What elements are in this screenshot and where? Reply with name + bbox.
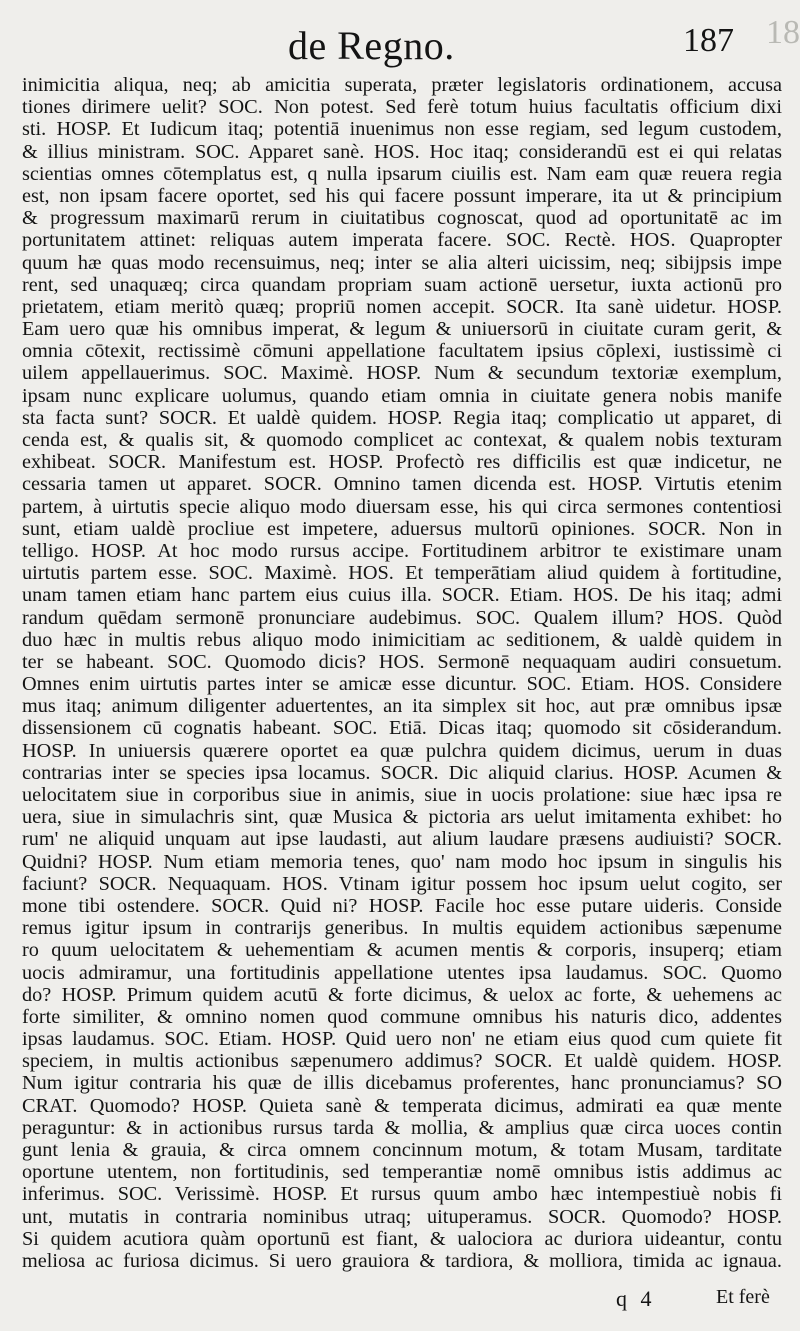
signature-mark: q 4 [616, 1286, 656, 1311]
page-header [0, 14, 800, 70]
text-line: unam tamen etiam hanc partem eius cuius illa. SOCR. Etiam. HOS. De his itaq; admi [22, 584, 782, 607]
page-footer [0, 1286, 800, 1316]
body-text [22, 74, 782, 1272]
text-line: faciunt? SOCR. Nequaquam. HOS. Vtinam igitur possem hoc ipsum uelut cogito, ser [22, 872, 782, 895]
text-line: inimicitia aliqua, neq; ab amicitia superata, præter legislatoris ordinationem, accusa [22, 74, 782, 96]
text-line: mone tibi ostendere. SOCR. Quid ni? HOSP. Facile hoc esse putare uideris. Conside [22, 894, 782, 917]
text-line: inferimus. SOC. Verissimè. HOSP. Et rursus quum ambo hæc intempestiuè nobis fi [22, 1183, 782, 1206]
text-line: rum' ne aliquid unquam aut ipse laudasti, aut alium laudare præsens audiuisti? SOCR. [22, 828, 782, 851]
text-line: est, non ipsam facere oportet, sed his qui facere possunt imperare, ita ut & principium [22, 184, 782, 207]
text-line: Eam uero quæ his omnibus imperat, & legum & uniuersorū in ciuitate curam gerit, & [22, 318, 782, 341]
text-line: cessaria tamen ut apparet. SOCR. Omnino tamen dicenda est. HOSP. Virtutis etenim [22, 473, 782, 496]
text-line: unt, mutatis in contraria nominibus utraq; uituperamus. SOCR. Quomodo? HOSP. [22, 1205, 782, 1228]
text-line: dissensionem cū cognatis habeant. SOC. Etiā. Dicas itaq; quomodo sit cōsiderandum. [22, 717, 782, 740]
text-line: uirtutis partem esse. SOC. Maximè. HOS. Et temperātiam aliud quidem à fortitudine, [22, 562, 782, 585]
text-line: uera, siue in simulachris sint, quæ Musica & pictoria ars uelut imitamenta exhibet: ho [22, 806, 782, 829]
text-line: sunt, etiam ualdè procliue est impetere, aduersus multorū opiniones. SOCR. Non in [22, 517, 782, 540]
text-line: sti. HOSP. Et Iudicum itaq; potentiā inuenimus non esse regiam, sed legum custodem, [22, 118, 782, 141]
catchword: Et ferè [716, 1286, 770, 1308]
text-line: ter se habeant. SOC. Quomodo dicis? HOS. Sermonē nequaquam audiri consuetum. [22, 650, 782, 673]
text-line: sta facta sunt? SOCR. Et ualdè quidem. HOSP. Regia itaq; complicatio ut apparet, di [22, 406, 782, 429]
text-line: speciem, in multis actionibus sæpenumero addimus? SOCR. Et ualdè quidem. HOSP. [22, 1050, 782, 1073]
text-line: cenda est, & qualis sit, & quomodo complicet ac contexat, & qualem nobis texturam [22, 429, 782, 451]
text-line: scientias omnes cōtemplatus est, q nulla ipsarum ciuilis est. Nam eam quæ reuera regia [22, 162, 782, 185]
text-line: uocis admiramur, una fortitudinis appellatione utentes ipsa laudamus. SOC. Quomo [22, 961, 782, 984]
text-line: uilem appellauerimus. SOC. Maximè. HOSP. Num & secundum textoriæ exemplum, [22, 362, 782, 385]
text-line: ipsam nunc explicare uolumus, quando etiam omnia in ciuitate genera nobis manife [22, 384, 782, 407]
text-line: ro quum uelocitatem & uehementiam & acumen mentis & corporis, insuperq; etiam [22, 939, 782, 962]
text-line: omnia cōtexit, rectissimè cōmuni appellatione facultatem ipsius cōplexi, iustissimè ci [22, 340, 782, 363]
text-line: prietatem, etiam meritò quæq; propriū nomen accepit. SOCR. Ita sanè uidetur. HOSP. [22, 295, 782, 318]
bleed-through-text: 18 [766, 14, 800, 51]
text-line: contrarias inter se species ipsa locamus. SOCR. Dic aliquid clarius. HOSP. Acumen & [22, 761, 782, 784]
text-line: do? HOSP. Primum quidem acutū & forte dicimus, & uelox ac forte, & uehemens ac [22, 983, 782, 1006]
text-line: telligo. HOSP. At hoc modo rursus accipe. Fortitudinem arbitror te existimare unam [22, 539, 782, 562]
text-line: gunt lenia & grauia, & circa omnem concinnum motum, & totam Musam, tarditate [22, 1139, 782, 1161]
text-line: Quidni? HOSP. Num etiam memoria tenes, quo' nam modo hoc ipsum in singulis his [22, 850, 782, 873]
text-line: portunitatem attinet: reliquas autem imperata facere. SOC. Rectè. HOS. Quapropter [22, 229, 782, 252]
text-line: peraguntur: & in actionibus rursus tarda & mollia, & amplius quæ circa uoces contin [22, 1116, 782, 1139]
text-line: quum hæ quas modo recensuimus, neq; inter se alia alteri uicissim, neq; sibijpsis impe [22, 251, 782, 274]
text-line: & illius ministram. SOC. Apparet sanè. HOS. Hoc itaq; considerandū est ei qui relatas [22, 140, 782, 163]
text-line: meliosa ac furiosa dicimus. Si uero grauiora & tardiora, & molliora, timida ac ignaua. [22, 1249, 782, 1272]
text-line: Num igitur contraria his quæ de illis dicebamus proferentes, hanc pronunciamus? SO [22, 1072, 782, 1095]
text-line: HOSP. In uniuersis quærere oportet ea quæ pulchra quidem dicimus, uerum in duas [22, 739, 782, 762]
text-line: exhibeat. SOCR. Manifestum est. HOSP. Profectò res difficilis est quæ indicetur, ne [22, 451, 782, 474]
text-line: uelocitatem siue in corporibus siue in animis, siue in uocis prolatione: siue hæc ipsa re [22, 784, 782, 806]
running-head: de Regno. [288, 23, 455, 68]
text-line: partem, à uirtutis specie aliquo modo diuersam esse, his qui circa sermones contentiosi [22, 495, 782, 518]
text-line: CRAT. Quomodo? HOSP. Quieta sanè & temperata dicimus, admirati ea quæ mente [22, 1094, 782, 1117]
text-line: & progressum maximarū rerum in ciuitatibus cognoscat, quod ad oportunitatē ac im [22, 207, 782, 230]
text-line: oportune utentem, non fortitudinis, sed temperantiæ nomē omnibus istis addimus ac [22, 1161, 782, 1184]
text-line: tiones dirimere uelit? SOC. Non potest. Sed ferè totum huius facultatis officium dixi [22, 96, 782, 119]
text-line: ipsas laudamus. SOC. Etiam. HOSP. Quid uero non' ne etiam eius quod cum quiete fit [22, 1028, 782, 1051]
text-line: duo hæc in multis rebus aliquo modo inimicitiam ac seditionem, & ualdè quidem in [22, 628, 782, 651]
text-line: Si quidem acutiora quàm oportunū est fiant, & ualociora ac duriora uideantur, contu [22, 1227, 782, 1250]
page-number: 187 [683, 22, 734, 59]
text-line: mus itaq; animum diligenter aduertentes, an ita simplex sit hoc, aut præ omnibus ipsæ [22, 695, 782, 718]
text-line: randum quēdam sermonē pronunciare audebimus. SOC. Qualem illum? HOS. Quòd [22, 606, 782, 629]
text-line: forte similiter, & omnino nomen quod commune omnibus his naturis dico, addentes [22, 1005, 782, 1028]
text-line: remus igitur ipsum in contrarijs generibus. In multis equidem actionibus sæpenume [22, 917, 782, 940]
text-line: Omnes enim uirtutis partes inter se amicæ esse dicuntur. SOC. Etiam. HOS. Considere [22, 673, 782, 696]
text-line: rent, sed unaquæq; circa quandam propriam suam actionē uersetur, iuxta actionū pro [22, 273, 782, 296]
